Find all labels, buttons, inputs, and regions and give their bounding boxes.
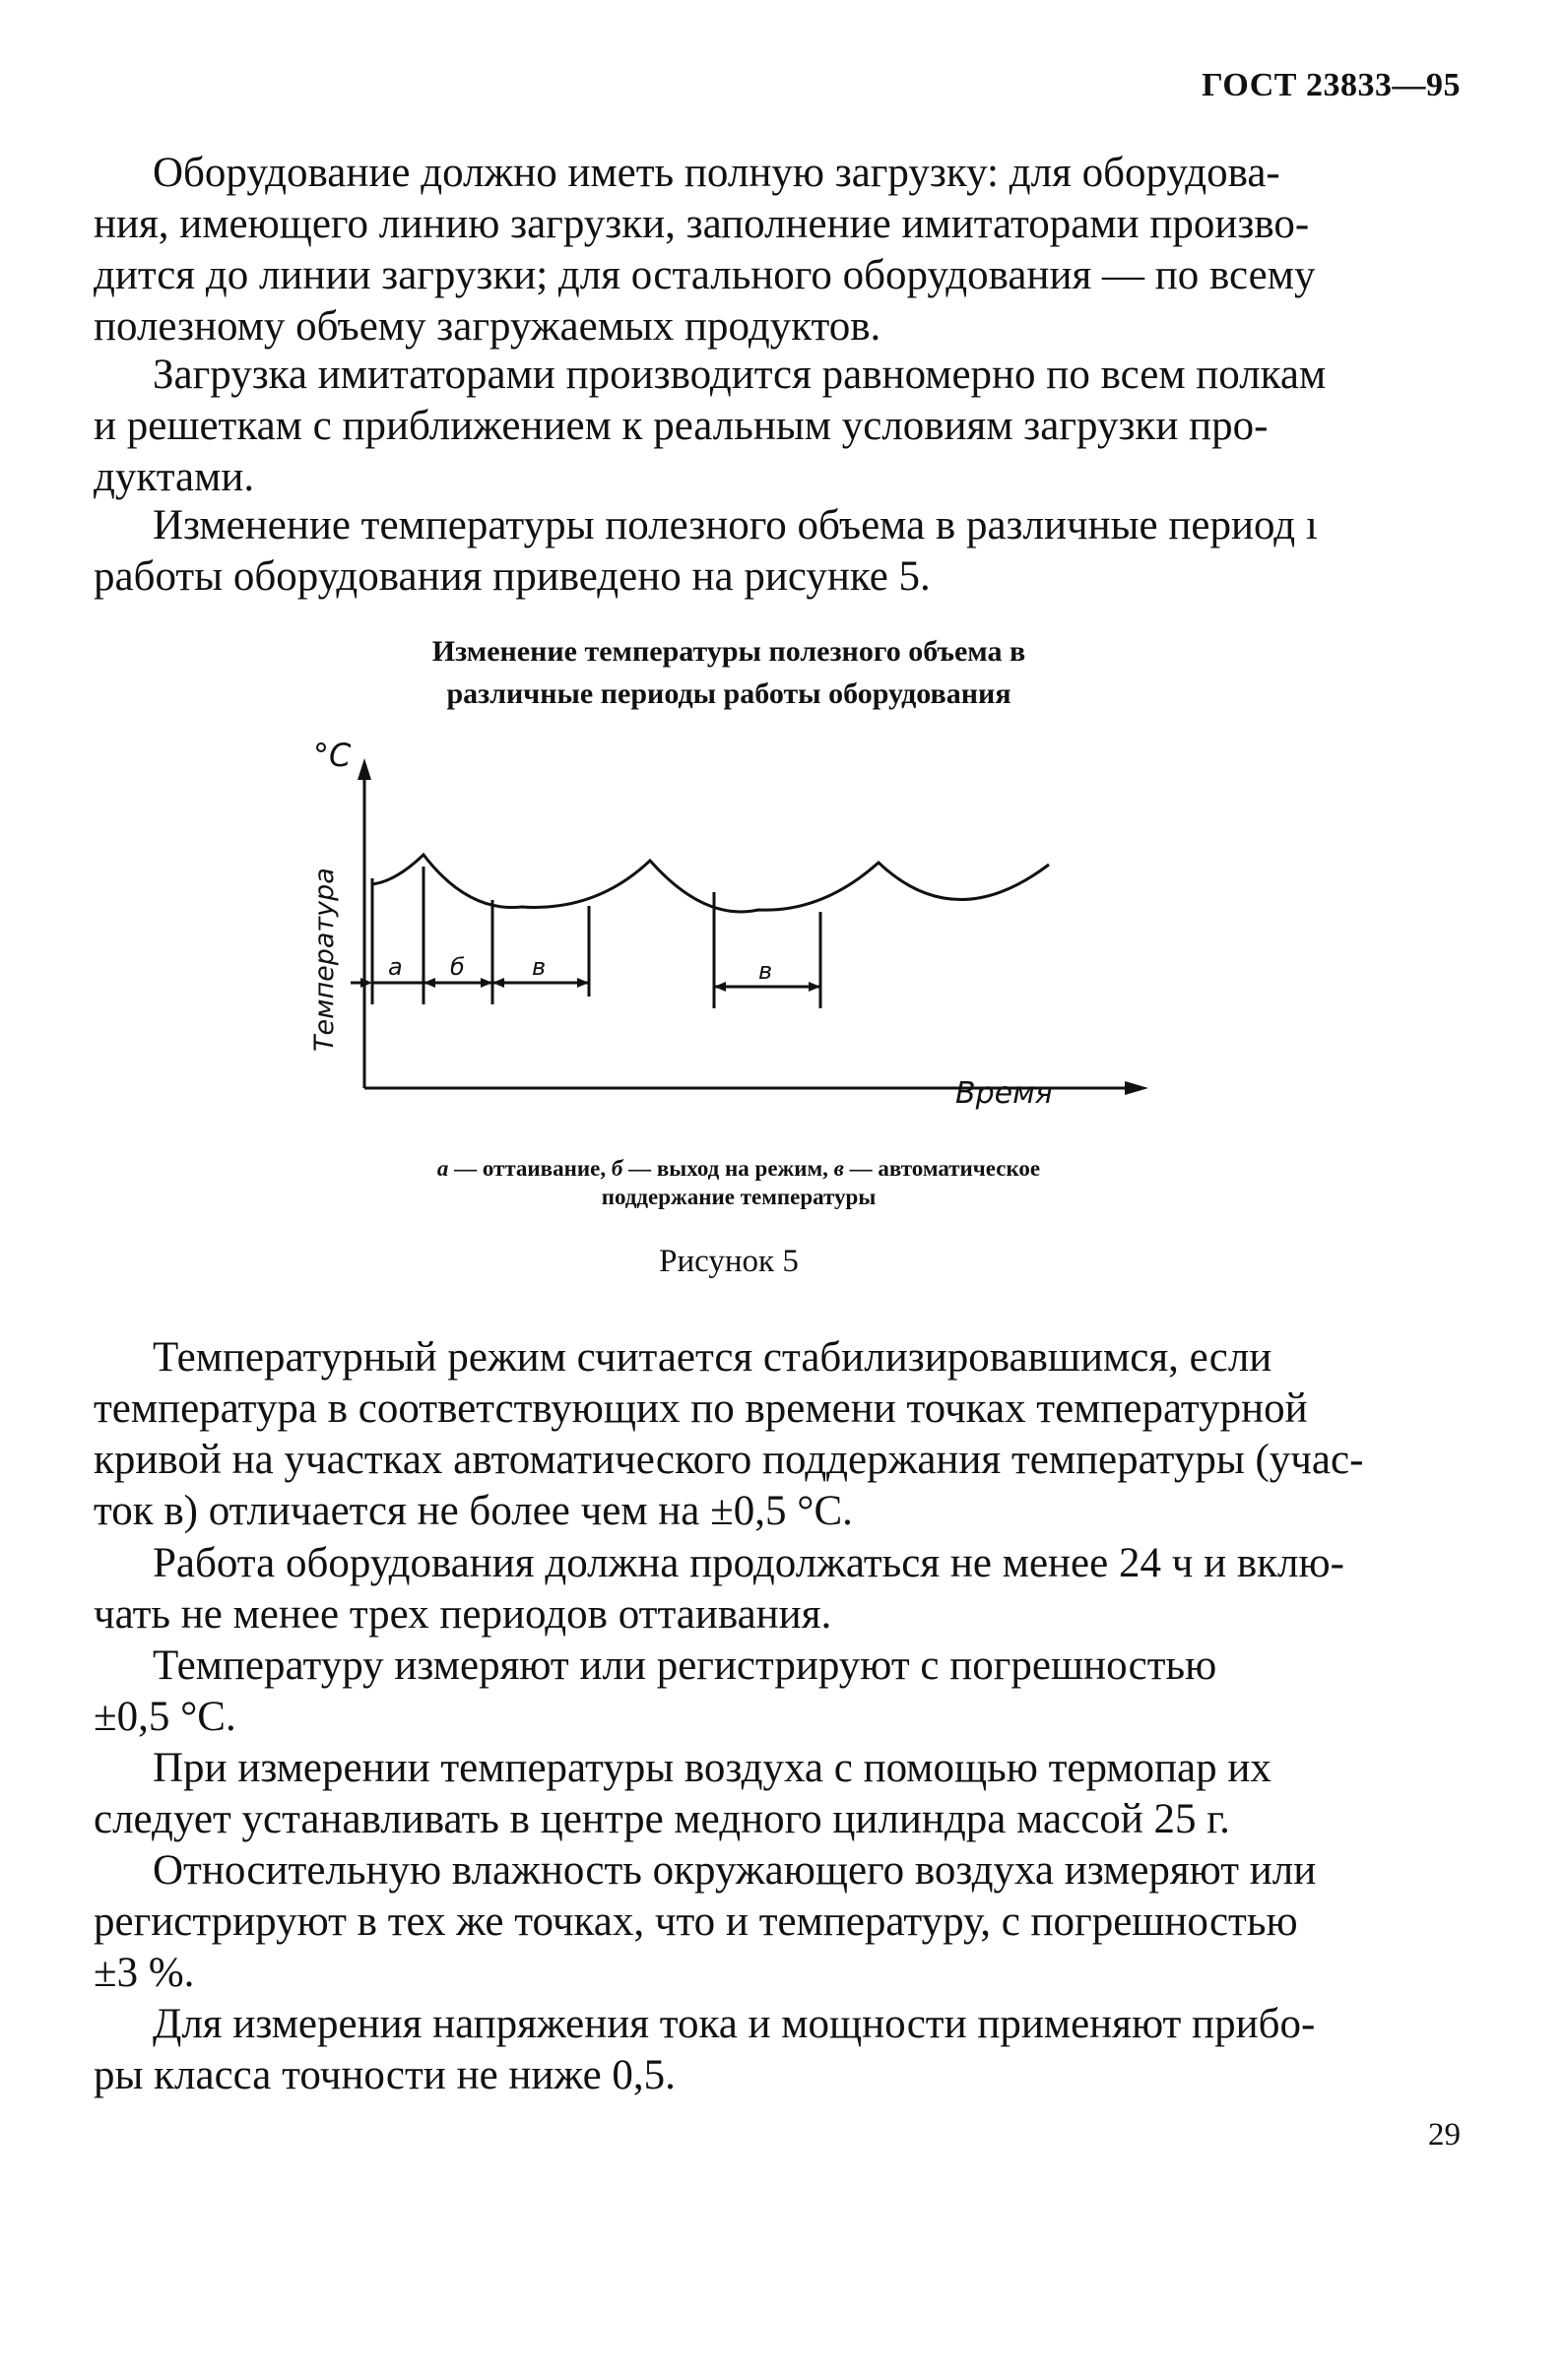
y-axis-arrow [358,758,371,780]
legend-text-a: — оттаивание, [448,1156,612,1181]
temperature-curve [372,855,1049,912]
arrowhead [809,982,820,992]
paragraph-simulators: Загрузка имитаторами производится равномерно по всем полкам и решеткам с приближением к реальным условиям загрузки про- дуктами. [94,352,1327,500]
arrowhead [577,978,589,988]
legend-text-b: — выход на режим, [622,1156,834,1181]
legend-key-a: а [436,1156,449,1181]
legend-key-b: б [611,1156,623,1181]
figure-title-line2: различные периоды работы оборудования [446,677,1011,710]
figure-title [315,630,1142,715]
legend-text-c: — автоматическое [843,1156,1041,1181]
paragraph-temperature-accuracy: Температуру измеряют или регистрируют с погрешностью ±0,5 °С. [94,1642,1217,1740]
paragraph-stabilization: Температурный режим считается стабилизировавшимся, если температура в соответствующих по времени точках температурной кривой на участках автоматического поддержания температуры (учас- ток в) отличается не более чем на ±0,5 °С. [94,1334,1364,1534]
segment-label-a: а [388,953,403,981]
arrowhead [492,978,504,988]
arrowhead [481,978,492,988]
figure-caption: Рисунок 5 [659,1244,799,1279]
segment-label-c1: в [532,953,547,981]
legend-line1 [325,1154,1152,1183]
paragraph-instruments: Для измерения напряжения тока и мощности применяют прибо- ры класса точности не ниже 0,5. [94,2001,1316,2098]
paragraph-thermocouples: При измерении температуры воздуха с помощью термопар их следует устанавливать в центре медного цилиндра массой 25 г. [94,1745,1271,1842]
paragraph-duration: Работа оборудования должна продолжаться не менее 24 ч и вклю- чать не менее трех периодов оттаивания. [94,1540,1344,1638]
segment-label-b: б [450,953,465,981]
figure-title-line1: Изменение температуры полезного объема в [431,635,1026,668]
temperature-diagram [286,729,1172,1142]
paragraph-loading: Оборудование должно иметь полную загрузку: для оборудова- ния, имеющего линию загрузки, заполнение имитаторами произво- дится до линии загрузки; для остального оборудования — по всему полезному объему загружаемых продуктов. [94,150,1316,350]
x-axis-label: Время [955,1076,1053,1111]
legend-key-c: в [833,1156,844,1181]
y-axis-unit: °C [313,737,352,774]
x-axis-arrow [1125,1081,1148,1095]
segment-label-c2: в [758,957,773,985]
arrowhead [424,978,435,988]
y-axis-label: Температура [309,868,340,1052]
paragraph-figure-reference: Изменение температуры полезного объема в различные период ı работы оборудования приведено на рисунке 5. [94,502,1318,600]
legend-line2: поддержание температуры [601,1185,877,1209]
page-number: 29 [1428,2117,1461,2153]
arrowhead [714,982,726,992]
figure-legend [325,1154,1152,1211]
paragraph-humidity: Относительную влажность окружающего воздуха измеряют или регистрируют в тех же точках, что и температуру, с погрешностью ±3 %. [94,1847,1317,1996]
arrowhead [360,978,372,988]
document-code: ГОСТ 23833—95 [1202,67,1461,103]
